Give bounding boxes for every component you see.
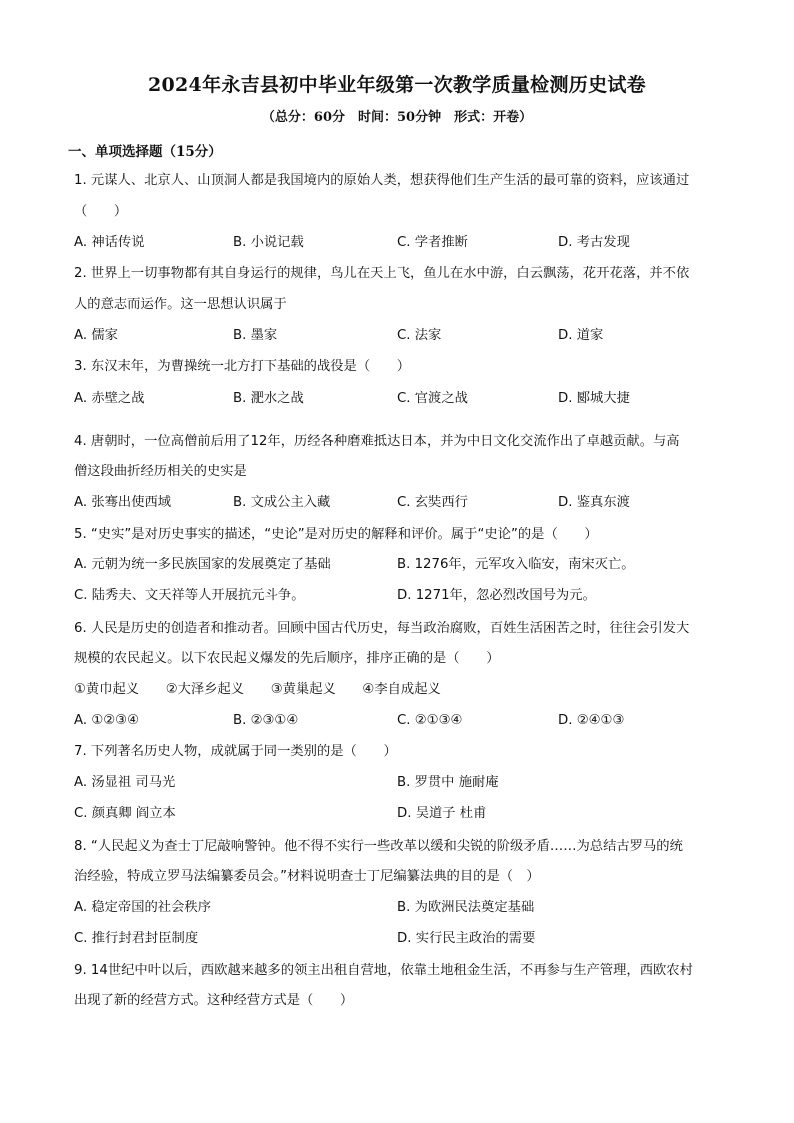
question-1-line-2: （ ） <box>74 204 128 219</box>
question-4-option-b: B. 文成公主入藏 <box>233 495 331 510</box>
question-1-option-d: D. 考古发现 <box>558 235 630 250</box>
question-2-option-b: B. 墨家 <box>233 328 278 343</box>
question-5-option-b: B. 1276年，元军攻入临安，南宋灭亡。 <box>397 557 635 572</box>
question-4-line-2: 僧这段曲折经历相关的史实是 <box>74 464 247 479</box>
exam-subtitle: （总分：60分 时间：50分钟 形式：开卷） <box>261 110 533 125</box>
section-heading: 一、单项选择题（15分） <box>68 144 222 160</box>
question-3-option-c: C. 官渡之战 <box>397 391 468 406</box>
question-6-option-b: B. ②③①④ <box>233 713 299 728</box>
question-6-option-a: A. ①②③④ <box>74 713 139 728</box>
question-3-line-1: 3. 东汉末年，为曹操统一北方打下基础的战役是（ ） <box>74 359 411 374</box>
question-1-option-c: C. 学者推断 <box>397 235 468 250</box>
question-4-option-a: A. 张骞出使西域 <box>74 495 172 510</box>
question-6-option-d: D. ②④①③ <box>558 713 625 728</box>
question-4-option-c: C. 玄奘西行 <box>397 495 468 510</box>
question-8-line-1: 8. “人民起义为查士丁尼敲响警钟。他不得不实行一些改革以缓和尖锐的阶级矛盾……为总结古罗马的统 <box>74 839 683 854</box>
question-8-option-c: C. 推行封君封臣制度 <box>74 931 199 946</box>
question-1-option-a: A. 神话传说 <box>74 235 145 250</box>
question-7-option-d: D. 吴道子 杜甫 <box>397 806 487 821</box>
question-7-option-b: B. 罗贯中 施耐庵 <box>397 775 499 790</box>
question-6-line-2: 规模的农民起义。以下农民起义爆发的先后顺序，排序正确的是（ ） <box>74 651 500 666</box>
question-8-option-b: B. 为欧洲民法奠定基础 <box>397 900 535 915</box>
question-6-line-3: ①黄巾起义 ②大泽乡起义 ③黄巢起义 ④李自成起义 <box>74 682 441 697</box>
question-9-line-2: 出现了新的经营方式。这种经营方式是（ ） <box>74 993 354 1008</box>
question-9-line-1: 9. 14世纪中叶以后，西欧越来越多的领主出租自营地，依靠土地租金生活，不再参与生产管理，西欧农村 <box>74 963 693 978</box>
question-7-option-c: C. 颜真卿 阎立本 <box>74 806 176 821</box>
question-7-line-1: 7. 下列著名历史人物，成就属于同一类别的是（ ） <box>74 744 397 759</box>
question-5-option-c: C. 陆秀夫、文天祥等人开展抗元斗争。 <box>74 588 305 603</box>
question-2-option-a: A. 儒家 <box>74 328 118 343</box>
question-4-option-d: D. 鉴真东渡 <box>558 495 630 510</box>
question-3-option-b: B. 淝水之战 <box>233 391 304 406</box>
question-8-option-a: A. 稳定帝国的社会秩序 <box>74 900 211 915</box>
question-8-line-2: 治经验，特成立罗马法编纂委员会。”材料说明查士丁尼编纂法典的目的是（ ） <box>74 869 540 884</box>
question-3-option-a: A. 赤壁之战 <box>74 391 145 406</box>
question-1-option-b: B. 小说记载 <box>233 235 304 250</box>
exam-title: 2024年永吉县初中毕业年级第一次教学质量检测历史试卷 <box>148 74 646 96</box>
question-2-option-d: D. 道家 <box>558 328 604 343</box>
question-7-option-a: A. 汤显祖 司马光 <box>74 775 176 790</box>
question-8-option-d: D. 实行民主政治的需要 <box>397 931 536 946</box>
question-6-line-1: 6. 人民是历史的创造者和推动者。回顾中国古代历史，每当政治腐败，百姓生活困苦之时，往往会引发大 <box>74 621 690 636</box>
question-2-option-c: C. 法家 <box>397 328 442 343</box>
question-1-line-1: 1. 元谋人、北京人、山顶洞人都是我国境内的原始人类，想获得他们生产生活的最可靠的资料，应该通过 <box>74 173 690 188</box>
question-5-line-1: 5. “史实”是对历史事实的描述，“史论”是对历史的解释和评价。属于“史论”的是（ ） <box>74 527 598 542</box>
question-2-line-2: 人的意志而运作。这一思想认识属于 <box>74 297 287 312</box>
question-2-line-1: 2. 世界上一切事物都有其自身运行的规律，鸟儿在天上飞，鱼儿在水中游，白云飘荡，花开花落，并不依 <box>74 266 690 281</box>
question-5-option-a: A. 元朝为统一多民族国家的发展奠定了基础 <box>74 557 331 572</box>
question-6-option-c: C. ②①③④ <box>397 713 463 728</box>
question-4-line-1: 4. 唐朝时，一位高僧前后用了12年，历经各种磨难抵达日本，并为中日文化交流作出了卓越贡献。与高 <box>74 434 680 449</box>
question-5-option-d: D. 1271年，忽必烈改国号为元。 <box>397 588 596 603</box>
question-3-option-d: D. 郾城大捷 <box>558 391 630 406</box>
